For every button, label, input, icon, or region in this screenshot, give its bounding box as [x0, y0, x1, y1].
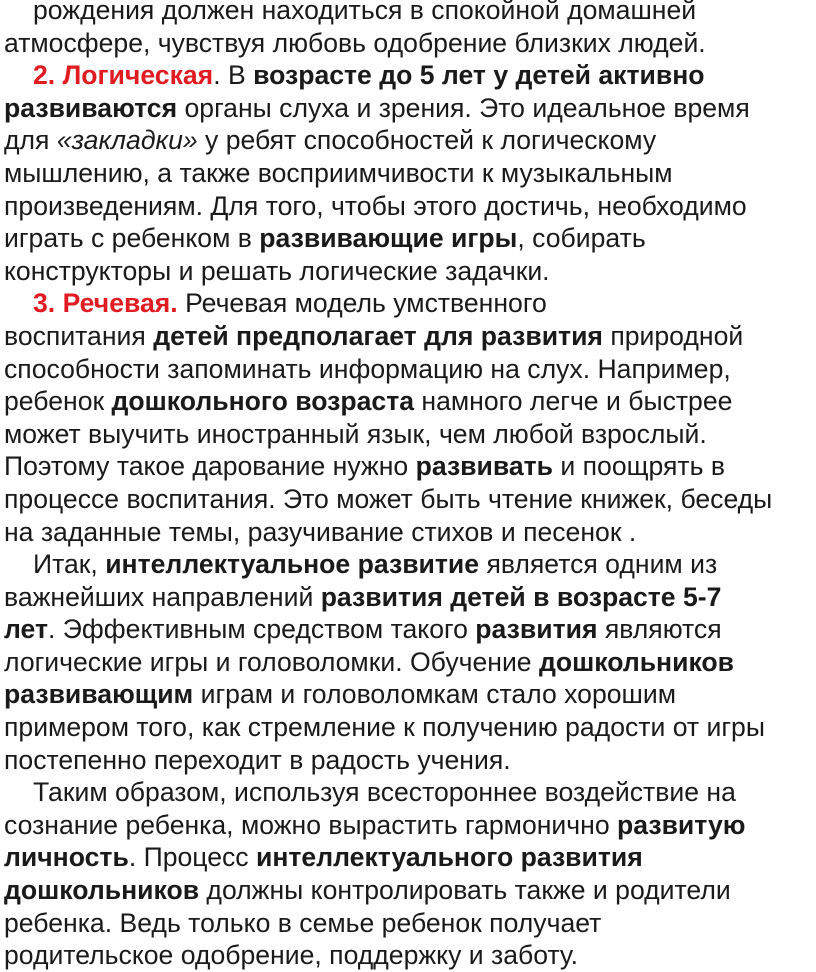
- body-text: постепенно переходит в радость учения.: [4, 744, 511, 775]
- body-text: и поощрять в: [553, 451, 725, 482]
- bold-text: развивающие игры: [259, 223, 518, 254]
- text-line: [4, 841, 812, 874]
- body-text: . Эффективным средством такого: [48, 614, 476, 645]
- text-line: [4, 450, 812, 483]
- body-text: органы слуха и зрения. Это идеальное время: [177, 92, 750, 123]
- body-text: может выучить иностранный язык, чем любой взрослый.: [4, 418, 707, 449]
- bold-text: развития детей в возрасте 5-7: [320, 581, 722, 612]
- body-text: должны контролировать также и родители: [199, 875, 731, 906]
- text-line: [4, 59, 812, 92]
- text-line: [4, 809, 812, 842]
- body-text: логические игры и головоломки. Обучение: [4, 646, 539, 677]
- bold-text: возрасте до 5 лет у детей активно: [253, 60, 705, 91]
- body-text: процессе воспитания. Это может быть чтение книжек, беседы: [4, 483, 773, 514]
- text-line: [4, 678, 812, 711]
- body-text: родительское одобрение, поддержку и заботу.: [4, 940, 578, 971]
- text-line: [4, 190, 812, 223]
- bold-text: развивать: [415, 451, 554, 482]
- text-line: [4, 92, 812, 125]
- bold-text: развитую: [617, 809, 746, 840]
- text-line: [4, 646, 812, 679]
- text-line: [4, 287, 812, 320]
- body-text: произведениям. Для того, чтобы этого достичь, необходимо: [4, 190, 747, 221]
- text-line: [4, 776, 812, 809]
- body-text: Итак,: [33, 549, 106, 580]
- italic-text: «закладки»: [56, 125, 198, 156]
- text-line: [4, 27, 812, 60]
- body-text: , собирать: [517, 223, 646, 254]
- body-text: Поэтому такое дарование нужно: [4, 451, 416, 482]
- body-text: важнейших направлений: [4, 581, 321, 612]
- text-line: [4, 157, 812, 190]
- bold-text: дошкольников: [538, 646, 735, 677]
- body-text: природной: [602, 320, 744, 351]
- body-text: Речевая модель умственного: [177, 288, 547, 319]
- text-line: [4, 385, 812, 418]
- body-text: Таким образом, используя всестороннее воздействие на: [33, 777, 736, 808]
- text-line: [4, 874, 812, 907]
- text-line: [4, 418, 812, 451]
- text-line: [4, 613, 812, 646]
- body-text: играм и головоломкам стало хорошим: [193, 679, 677, 710]
- body-text: ребенок: [4, 386, 112, 417]
- text-line: [4, 939, 812, 972]
- body-text: примером того, как стремление к получению радости от игры: [4, 712, 765, 743]
- text-line: [4, 0, 812, 27]
- text-line: [4, 255, 812, 288]
- bold-text: интеллектуального развития: [256, 842, 643, 873]
- text-line: [4, 548, 812, 581]
- body-text: является одним из: [479, 549, 718, 580]
- text-line: [4, 222, 812, 255]
- body-text: атмосфере, чувствуя любовь одобрение близких людей.: [4, 27, 706, 58]
- section-heading: 2. Логическая: [33, 60, 214, 91]
- text-line: [4, 581, 812, 614]
- text-line: [4, 516, 812, 549]
- body-text: на заданные темы, разучивание стихов и песенок .: [4, 516, 637, 547]
- body-text: являются: [597, 614, 722, 645]
- body-text: намного легче и быстрее: [414, 386, 733, 417]
- body-text: для: [4, 125, 57, 156]
- body-text: рождения должен находиться в спокойной домашней: [33, 0, 697, 25]
- body-text: . Процесс: [128, 842, 256, 873]
- body-text: мышлению, а также восприимчивости к музыкальным: [4, 157, 673, 188]
- bold-text: детей предполагает для развития: [153, 320, 603, 351]
- bold-text: дошкольников: [4, 875, 200, 906]
- text-line: [4, 907, 812, 940]
- section-heading: 3. Речевая.: [33, 288, 178, 319]
- text-line: [4, 744, 812, 777]
- body-text: воспитания: [4, 320, 154, 351]
- bold-text: лет: [4, 614, 49, 645]
- bold-text: личность: [4, 842, 129, 873]
- bold-text: развивающим: [4, 679, 194, 710]
- text-line: [4, 483, 812, 516]
- bold-text: развития: [475, 614, 598, 645]
- body-text: способности запоминать информацию на слух. Например,: [4, 353, 731, 384]
- bold-text: дошкольного возраста: [111, 386, 415, 417]
- bold-text: развиваются: [4, 92, 178, 123]
- text-line: [4, 353, 812, 386]
- text-line: [4, 124, 812, 157]
- bold-text: интеллектуальное развитие: [105, 549, 480, 580]
- body-text: . В: [213, 60, 254, 91]
- body-text: конструкторы и решать логические задачки.: [4, 255, 550, 286]
- body-text: ребенка. Ведь только в семье ребенок получает: [4, 907, 602, 938]
- text-line: [4, 711, 812, 744]
- text-line: [4, 320, 812, 353]
- body-text: играть с ребенком в: [4, 223, 260, 254]
- body-text: у ребят способностей к логическому: [197, 125, 657, 156]
- body-text: сознание ребенка, можно вырастить гармонично: [4, 809, 617, 840]
